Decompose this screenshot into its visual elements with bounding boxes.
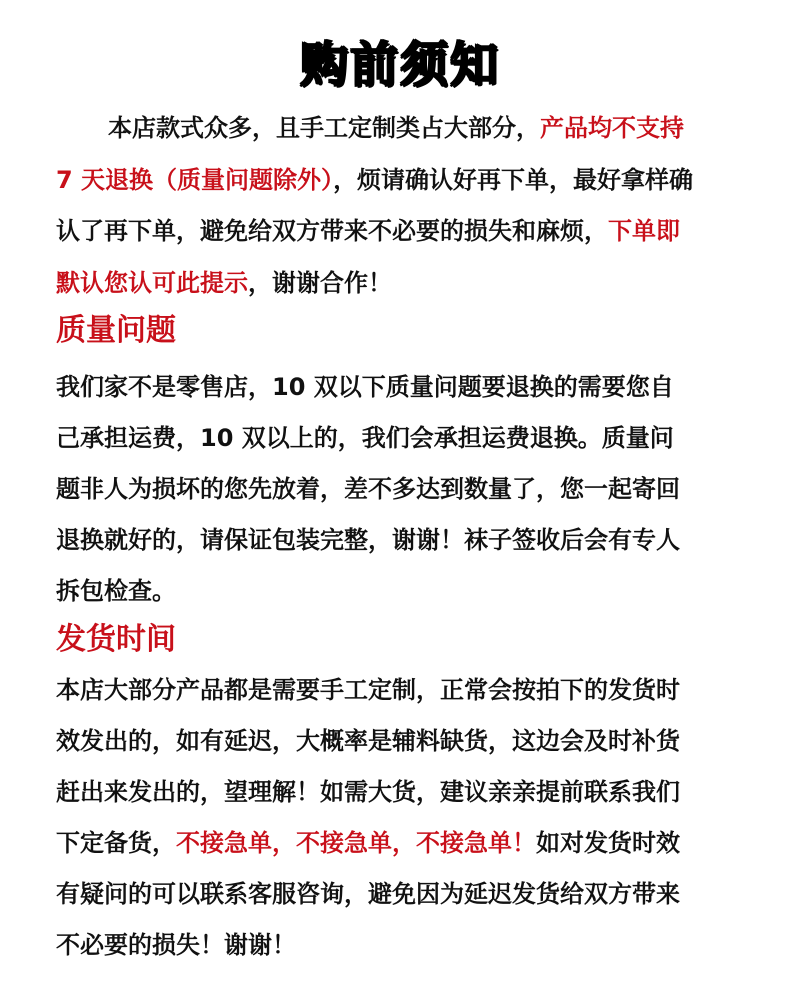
- intro-highlight: 下单即: [608, 217, 680, 245]
- shipping-text: 本店大部分产品都是需要手工定制，正常会按拍下的发货时: [56, 676, 680, 704]
- quality-line: 题非人为损坏的您先放着，差不多达到数量了，您一起寄回: [56, 475, 680, 503]
- intro-line: [56, 268, 392, 298]
- intro-highlight: 7 天退换（质量问题除外）: [56, 166, 334, 194]
- intro-highlight: 产品均不支持: [540, 114, 684, 142]
- shipping-text: 有疑问的可以联系客服咨询，避免因为延迟发货给双方带来: [56, 880, 680, 908]
- shipping-line: [56, 777, 680, 807]
- shipping-line: [56, 675, 680, 705]
- shipping-line: [56, 828, 680, 858]
- shipping-text: 如对发货时效: [536, 829, 680, 857]
- shipping-text: 不必要的损失！谢谢！: [56, 931, 296, 959]
- page-title: 购前须知: [299, 37, 500, 93]
- intro-text: 认了再下单，避免给双方带来不必要的损失和麻烦，: [56, 217, 608, 245]
- quality-line: 己承担运费，10 双以上的，我们会承担运费退换。质量问: [56, 424, 674, 452]
- intro-text: 本店款式众多，且手工定制类占大部分，: [108, 114, 540, 142]
- quality-heading: 质量问题: [56, 313, 176, 348]
- quality-line: 拆包检查。: [56, 577, 176, 605]
- intro-line: [108, 113, 684, 143]
- quality-line: 我们家不是零售店，10 双以下质量问题要退换的需要您自: [56, 373, 674, 401]
- intro-text: ，烦请确认好再下单，最好拿样确: [333, 166, 694, 194]
- shipping-line: [56, 930, 296, 960]
- shipping-line: [56, 879, 680, 909]
- shipping-highlight: 不接急单，不接急单，不接急单！: [176, 829, 536, 857]
- shipping-text: 赶出来发出的，望理解！如需大货，建议亲亲提前联系我们: [56, 778, 680, 806]
- intro-highlight: 默认您认可此提示: [56, 269, 248, 297]
- intro-text: ，谢谢合作！: [248, 269, 392, 297]
- shipping-text: 效发出的，如有延迟，大概率是辅料缺货，这边会及时补货: [56, 727, 680, 755]
- intro-line: [56, 216, 680, 246]
- quality-line: 退换就好的，请保证包装完整，谢谢！袜子签收后会有专人: [56, 526, 680, 554]
- intro-line: [56, 165, 693, 195]
- shipping-heading: 发货时间: [56, 622, 176, 657]
- shipping-text: 下定备货，: [56, 829, 176, 857]
- shipping-line: [56, 726, 680, 756]
